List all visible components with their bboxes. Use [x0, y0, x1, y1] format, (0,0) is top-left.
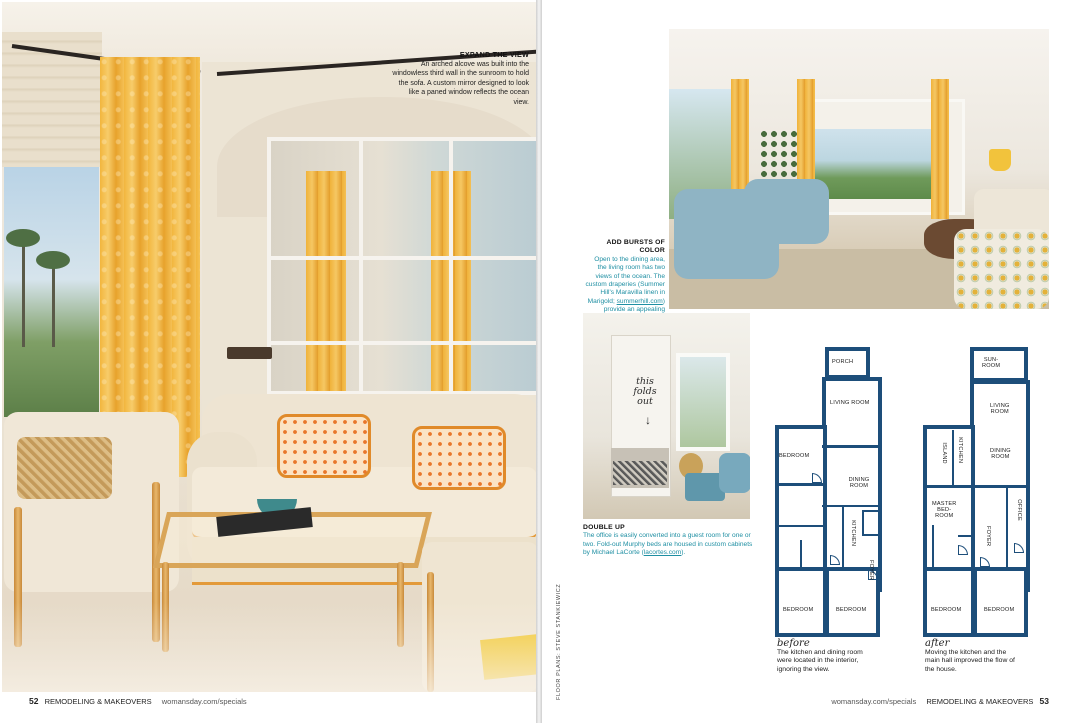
- room-label: SUN- ROOM: [982, 357, 1001, 370]
- caption-title: DOUBLE UP: [583, 524, 625, 531]
- room-label: KITCHEN: [850, 520, 857, 547]
- summerhill-link[interactable]: summerhill.com: [616, 297, 663, 305]
- room-label: BEDROOM: [779, 453, 810, 459]
- plan-caption-before: [777, 640, 867, 674]
- room-label: DINING ROOM: [848, 477, 870, 490]
- room-label: MASTER BED- ROOM: [932, 501, 957, 520]
- room-label: PORCH: [832, 359, 854, 365]
- office-photo: [583, 313, 750, 519]
- bedroom-block-right: [973, 567, 1028, 637]
- caption-title: EXPAND THE VIEW: [459, 50, 529, 59]
- room-label: LIVING ROOM: [830, 400, 870, 406]
- arrow-down-icon: ↓: [645, 413, 651, 427]
- blue-chair: [744, 179, 829, 244]
- room-label: OFFICE: [1015, 499, 1022, 521]
- plan-caption-after: [925, 640, 1015, 674]
- caption-body: Open to the dining area, the living room has two views of the ocean. The custom draperies (Summer Hill's Maravilla linen in Marigold;: [585, 255, 665, 305]
- caption-body: An arched alcove was built into the windowless third wall in the sunroom to hold the sofa. A custom mirror designed to look like a paned window reflects the ocean view.: [392, 60, 529, 106]
- room-label: BEDROOM: [931, 607, 962, 613]
- room-label: FOYER: [985, 525, 992, 547]
- ocean-window: [4, 167, 99, 417]
- footer-url[interactable]: womansday.com/specials: [831, 697, 917, 706]
- room-label: FOYER: [868, 559, 875, 581]
- room-label: LIVING ROOM: [990, 403, 1010, 416]
- woven-pillow: [17, 437, 112, 499]
- floor-plan-before: [770, 345, 895, 640]
- wall-sconce: [227, 347, 272, 359]
- photo-credit: FLOOR PLANS: STEVE STANKIEWICZ: [556, 583, 562, 700]
- caption-expand-the-view: [392, 50, 529, 107]
- sunlit-floor: [2, 602, 536, 692]
- caption-body: The office is easily converted into a guest room for one or two. Fold-out Murphy beds are housed in custom cabinets by Michael LaCorte (: [583, 532, 753, 557]
- caption-body: The kitchen and dining room were located in the interior, ignoring the view.: [777, 648, 863, 673]
- footer-left: [29, 696, 247, 706]
- bedroom-block-left: [923, 567, 975, 637]
- living-room-photo: [669, 29, 1049, 309]
- footer-url[interactable]: womansday.com/specials: [161, 697, 247, 706]
- yellow-lamp: [989, 149, 1011, 171]
- bed-blanket: [613, 461, 667, 485]
- handwritten-note: this folds out: [633, 376, 657, 407]
- orange-pillow: [277, 414, 371, 478]
- lacortes-link[interactable]: lacortes.com: [643, 549, 682, 557]
- paned-mirror: [267, 137, 536, 395]
- caption-double-up: [583, 524, 753, 558]
- floor-plan-after: [918, 345, 1043, 640]
- caption-script: after: [925, 638, 950, 649]
- page-number: 53: [1039, 696, 1049, 706]
- ocean-view: [809, 129, 949, 199]
- caption-body-end: ) provide an appealing: [603, 297, 665, 314]
- room-label: BEDROOM: [783, 607, 814, 613]
- room-label: BEDROOM: [984, 607, 1015, 613]
- caption-script: before: [777, 638, 810, 649]
- page-number: 52: [29, 696, 39, 706]
- caption-body: Moving the kitchen and the main hall improved the flow of the house.: [925, 648, 1015, 673]
- footer-section: REMODELING & MAKEOVERS: [44, 697, 152, 706]
- blue-chair: [719, 453, 750, 493]
- footer-section: REMODELING & MAKEOVERS: [926, 697, 1034, 706]
- caption-body-end: ).: [681, 549, 686, 557]
- curtain: [931, 79, 949, 219]
- room-label: BEDROOM: [836, 607, 867, 613]
- room-label: ISLAND: [940, 442, 947, 464]
- caption-title: ADD BURSTS OF COLOR: [606, 239, 665, 255]
- floral-chair: [954, 229, 1049, 309]
- footer-right: [831, 696, 1049, 706]
- caption-add-bursts-of-color: [585, 239, 665, 323]
- bedroom-block-left: [775, 567, 827, 637]
- room-label: KITCHEN: [957, 437, 964, 464]
- page-gutter: [536, 0, 542, 723]
- room-label: DINING ROOM: [990, 448, 1011, 461]
- orange-pillow: [412, 426, 506, 490]
- window: [676, 353, 730, 451]
